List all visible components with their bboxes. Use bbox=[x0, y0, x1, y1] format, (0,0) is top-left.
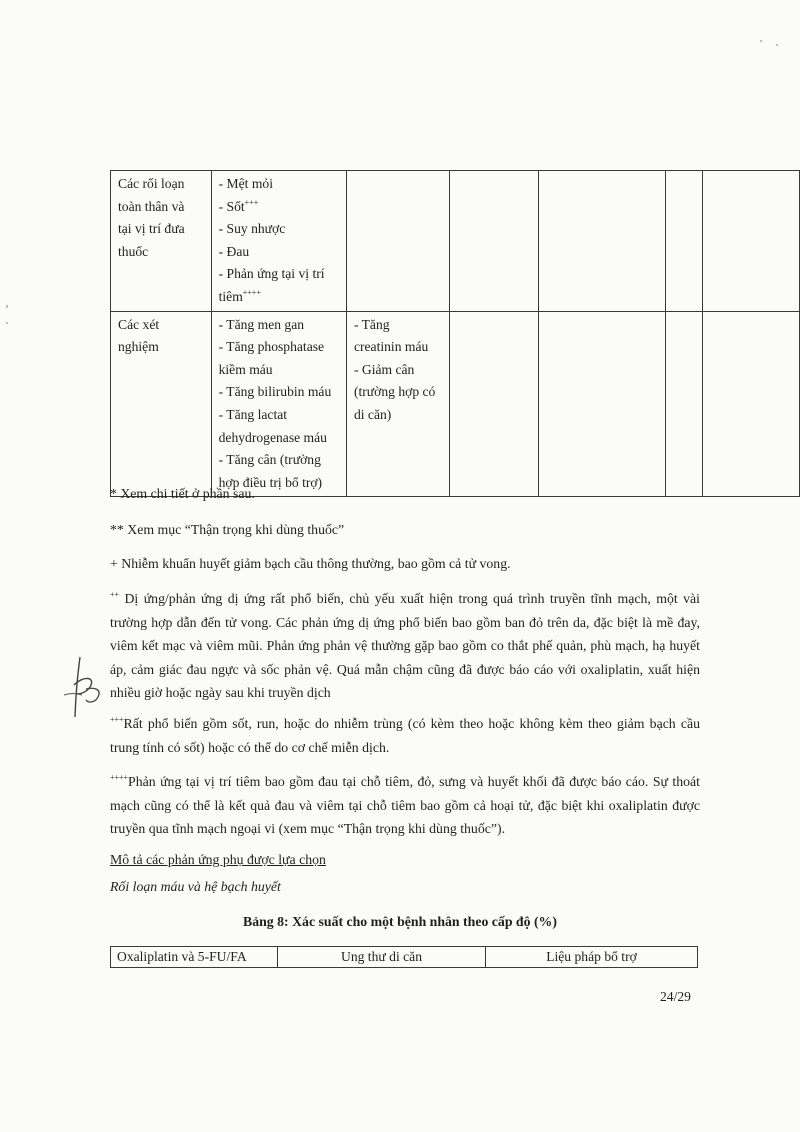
footnote-fever: +++Rất phổ biến gồm sốt, run, hoặc do nhiễm trùng (có kèm theo hoặc không kèm theo giảm bạch cầu trung tính có sốt) hoặc có thể do cơ chế miễn dịch. bbox=[110, 715, 700, 755]
effect-line: hợp điều trị bổ trợ) bbox=[218, 474, 323, 490]
category-line: tại vị trí đưa bbox=[118, 221, 185, 237]
effect-line: di căn) bbox=[353, 406, 392, 422]
footnote-marker: +++ bbox=[110, 715, 124, 724]
category-line: Các xét bbox=[118, 316, 160, 332]
effect-line: - Tăng men gan bbox=[218, 316, 305, 332]
very-common-cell bbox=[211, 171, 346, 312]
very-rare-cell bbox=[665, 171, 702, 312]
page-number: 24/29 bbox=[660, 989, 691, 1004]
effect-line: creatinin máu bbox=[353, 339, 429, 355]
effect-line: - Tăng cân (trường bbox=[218, 452, 321, 468]
effect-line: - Giảm cân bbox=[353, 361, 415, 377]
category-cell bbox=[111, 311, 212, 497]
footnote-allergy: ++ Dị ứng/phản ứng dị ứng rất phổ biến, chủ yếu xuất hiện trong quá trình truyền tĩnh mạch, một vài trường hợp dẫn đến tử vong. Các phản ứng dị ứng phổ biến bao gồm ban đỏ trên da, đặc biệt là mề đay, viêm kết mạc và viêm mũi. Phản ứng phản vệ thường gặp bao gồm co thắt phế quản, phù mạch, hạ huyết áp, cảm giác đau ngực và sốc phản vệ. Quá mẫn chậm cũng đã được báo cáo với oxaliplatin, xuất hiện nhiều giờ hoặc ngày sau khi truyền dịch bbox=[110, 590, 700, 700]
table8-header-adjuvant: Liệu pháp bổ trợ bbox=[486, 947, 698, 968]
section-heading: Mô tả các phản ứng phụ được lựa chọn bbox=[110, 852, 326, 867]
effect-line: - Sốt+++ bbox=[218, 197, 259, 214]
category-line: thuốc bbox=[118, 243, 149, 259]
footnote-details: * Xem chi tiết ở phần sau. bbox=[110, 486, 255, 501]
scan-speck bbox=[6, 322, 8, 324]
very-common-cell bbox=[211, 311, 346, 497]
effect-line: (trường hợp có bbox=[353, 384, 436, 400]
adverse-effects-table bbox=[110, 170, 800, 497]
handwritten-initials bbox=[60, 655, 108, 719]
footnote-marker: ++++ bbox=[110, 773, 129, 782]
section-subheading: Rối loạn máu và hệ bạch huyết bbox=[110, 879, 281, 894]
table8-header-regimen: Oxaliplatin và 5-FU/FA bbox=[111, 947, 278, 968]
very-rare-cell bbox=[665, 311, 702, 497]
category-cell bbox=[111, 171, 212, 312]
footnote-marker: ++ bbox=[110, 590, 120, 599]
effect-line: - Tăng lactat bbox=[218, 406, 288, 422]
common-cell bbox=[346, 171, 449, 312]
footnote-injection-site: ++++Phản ứng tại vị trí tiêm bao gồm đau tại chỗ tiêm, đỏ, sưng và huyết khối đã được báo cáo. Sự thoát mạch cũng có thể là kết quả đau và viêm tại chỗ tiêm bao gồm cả hoại tử, đặc biệt khi oxaliplatin được truyền qua tĩnh mạch ngoại vi (xem mục “Thận trọng khi dùng thuốc”). bbox=[110, 773, 700, 836]
table8-header-metastatic: Ung thư di căn bbox=[278, 947, 486, 968]
effect-line: kiềm máu bbox=[218, 361, 273, 377]
effect-line: dehydrogenase máu bbox=[218, 429, 327, 445]
common-cell bbox=[346, 311, 449, 497]
table-8 bbox=[110, 946, 698, 968]
effect-line: - Tăng bilirubin máu bbox=[218, 384, 332, 400]
scan-speck bbox=[760, 40, 762, 42]
table-row bbox=[111, 171, 800, 312]
category-line: toàn thân và bbox=[118, 198, 185, 214]
category-line: Các rối loạn bbox=[118, 176, 185, 191]
effect-line: - Suy nhược bbox=[218, 221, 286, 237]
effect-line: - Đau bbox=[218, 243, 250, 259]
footnote-marker: ++++ bbox=[242, 287, 261, 297]
unknown-cell bbox=[703, 171, 800, 312]
effect-line: - Tăng bbox=[353, 316, 390, 332]
rare-cell bbox=[538, 311, 665, 497]
uncommon-cell bbox=[449, 311, 538, 497]
table-row bbox=[111, 311, 800, 497]
footnote-precautions: ** Xem mục “Thận trọng khi dùng thuốc” bbox=[110, 522, 345, 537]
effect-line: - Mệt mỏi bbox=[218, 176, 273, 191]
table-header-row bbox=[111, 947, 698, 968]
table-caption: Bảng 8: Xác suất cho một bệnh nhân theo cấp độ (%) bbox=[243, 914, 557, 929]
scan-speck bbox=[776, 44, 778, 46]
footnote-sepsis: + Nhiễm khuẩn huyết giảm bạch cầu thông thường, bao gồm cả tử vong. bbox=[110, 556, 511, 571]
footnote-marker: +++ bbox=[244, 197, 259, 207]
rare-cell bbox=[538, 171, 665, 312]
effect-line: - Phản ứng tại vị trí bbox=[218, 266, 325, 282]
scan-speck bbox=[6, 305, 8, 308]
category-line: nghiệm bbox=[118, 339, 159, 355]
unknown-cell bbox=[703, 311, 800, 497]
effect-line: - Tăng phosphatase bbox=[218, 339, 325, 355]
uncommon-cell bbox=[449, 171, 538, 312]
effect-line: tiêm++++ bbox=[218, 287, 261, 304]
